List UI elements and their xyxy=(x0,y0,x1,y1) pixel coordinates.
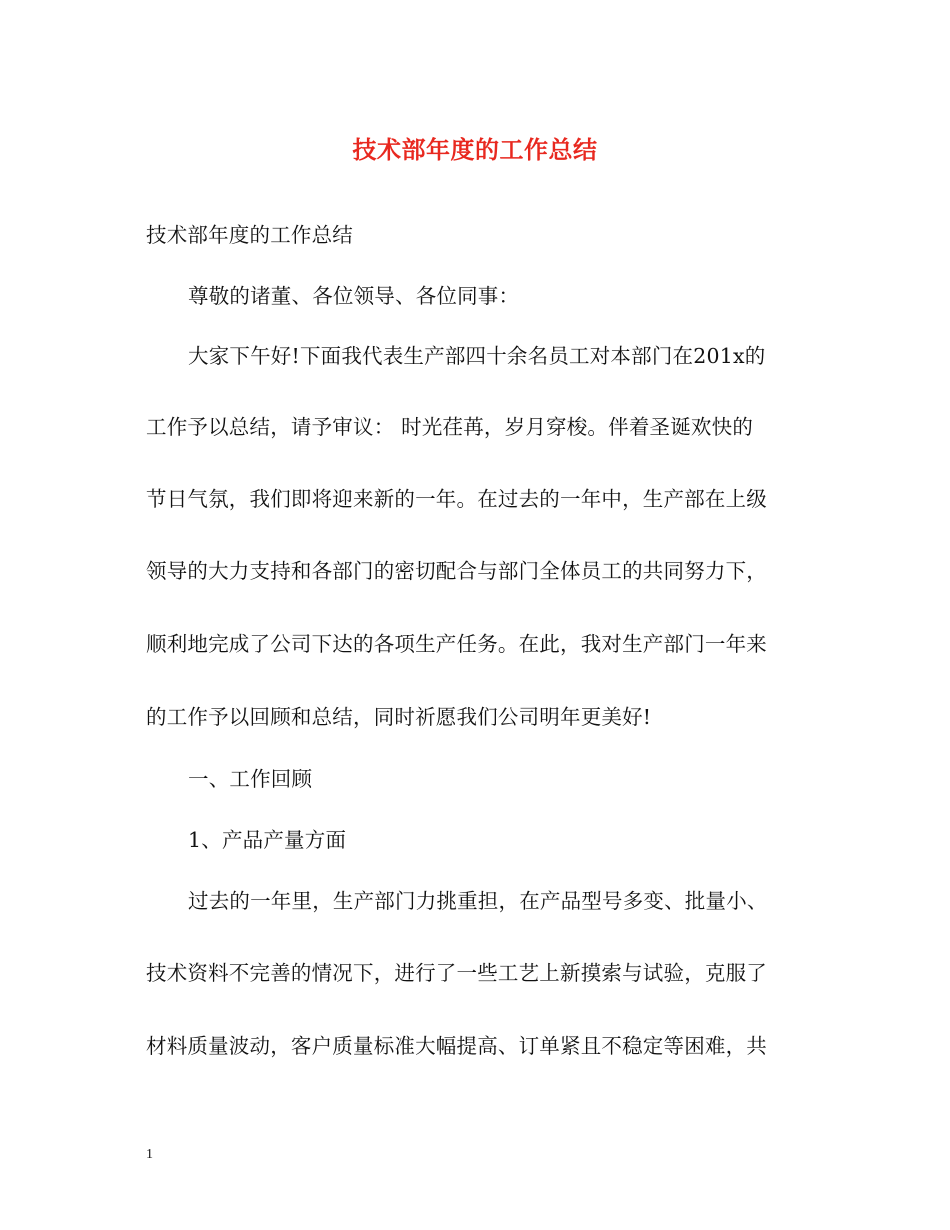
subsection-heading: 1、产品产量方面 xyxy=(188,828,347,852)
paragraph-line: 的工作予以回顾和总结，同时祈愿我们公司明年更美好! xyxy=(146,705,652,729)
paragraph-line: 过去的一年里，生产部门力挑重担，在产品型号多变、批量小、 xyxy=(188,889,768,913)
page-number: 1 xyxy=(146,1147,153,1162)
paragraph-line: 领导的大力支持和各部门的密切配合与部门全体员工的共同努力下， xyxy=(146,559,767,583)
paragraph-line: 节日气氛，我们即将迎来新的一年。在过去的一年中，生产部在上级 xyxy=(146,487,767,511)
section-heading: 一、工作回顾 xyxy=(188,767,313,791)
document-title: 技术部年度的工作总结 xyxy=(352,135,598,164)
paragraph-line: 工作予以总结，请予审议： 时光荏苒，岁月穿梭。伴着圣诞欢快的 xyxy=(146,415,754,439)
paragraph-line: 材料质量波动，客户质量标准大幅提高、订单紧且不稳定等困难，共 xyxy=(146,1034,767,1058)
subtitle-line: 技术部年度的工作总结 xyxy=(146,223,353,247)
paragraph-line: 技术资料不完善的情况下，进行了一些工艺上新摸索与试验，克服了 xyxy=(146,961,767,985)
paragraph-line: 顺利地完成了公司下达的各项生产任务。在此，我对生产部门一年来 xyxy=(146,632,767,656)
paragraph-line: 大家下午好!下面我代表生产部四十余名员工对本部门在201x的 xyxy=(188,344,766,368)
salutation-line: 尊敬的诸董、各位领导、各位同事： xyxy=(188,284,520,308)
